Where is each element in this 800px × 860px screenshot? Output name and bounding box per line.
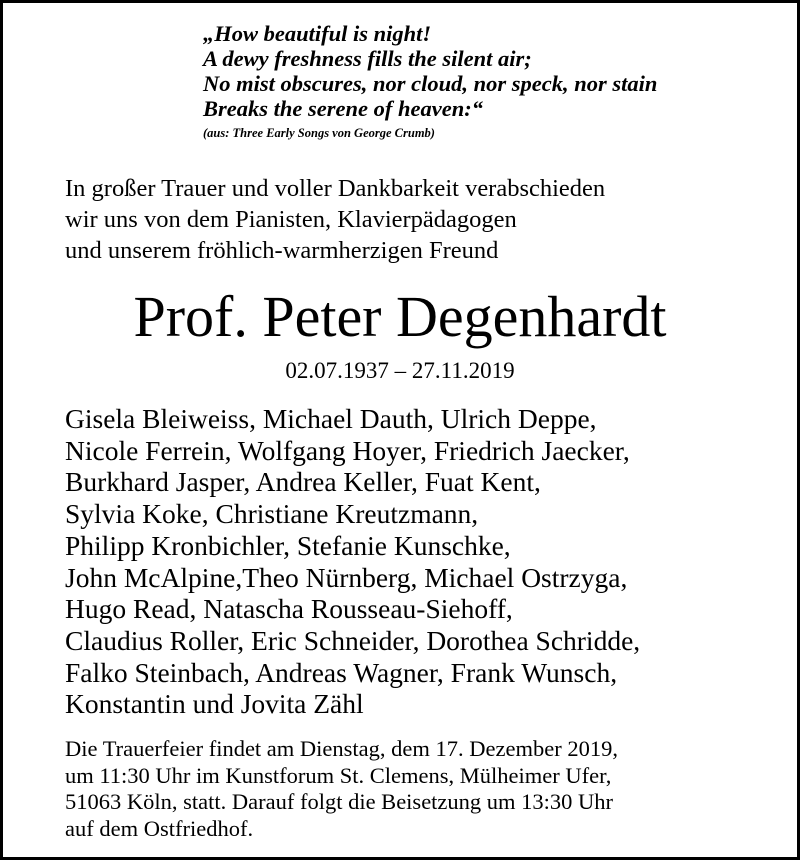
mourners-list bbox=[65, 403, 790, 720]
service-line: um 11:30 Uhr im Kunstforum St. Clemens, Mülheimer Ufer, bbox=[65, 762, 612, 788]
life-dates: 02.07.1937 – 27.11.2019 bbox=[285, 358, 515, 383]
service-line: Die Trauerfeier findet am Dienstag, dem 17. Dezember 2019, bbox=[65, 736, 618, 761]
epigraph-quote bbox=[203, 21, 783, 143]
mourner-line: Claudius Roller, Eric Schneider, Dorothea Schridde, bbox=[65, 624, 641, 656]
intro-line: und unserem fröhlich-warmherzigen Freund bbox=[65, 237, 499, 264]
intro-line: wir uns von dem Pianisten, Klavierpädagogen bbox=[65, 206, 517, 233]
funeral-service-info bbox=[65, 736, 790, 842]
service-line: auf dem Ostfriedhof. bbox=[65, 815, 254, 841]
mourner-line: John McAlpine,Theo Nürnberg, Michael Ostrzyga, bbox=[65, 561, 628, 593]
quote-source: (aus: Three Early Songs von George Crumb) bbox=[203, 126, 435, 140]
mourner-line: Falko Steinbach, Andreas Wagner, Frank Wunsch, bbox=[65, 656, 618, 688]
deceased-name: Prof. Peter Degenhardt bbox=[133, 284, 667, 349]
mourner-line: Gisela Bleiweiss, Michael Dauth, Ulrich Deppe, bbox=[65, 403, 597, 434]
mourner-line: Hugo Read, Natascha Rousseau-Siehoff, bbox=[65, 593, 513, 625]
quote-line: A dewy freshness fills the silent air; bbox=[203, 46, 532, 71]
quote-line: „How beautiful is night! bbox=[203, 21, 432, 46]
quote-line: Breaks the serene of heaven:“ bbox=[203, 96, 483, 121]
quote-line: No mist obscures, nor cloud, nor speck, nor stain bbox=[203, 71, 658, 96]
intro-text bbox=[65, 173, 785, 266]
mourner-line: Nicole Ferrein, Wolfgang Hoyer, Friedrich Jaecker, bbox=[65, 434, 630, 466]
mourner-line: Burkhard Jasper, Andrea Keller, Fuat Kent, bbox=[65, 466, 541, 498]
mourner-line: Sylvia Koke, Christiane Kreutzmann, bbox=[65, 498, 479, 530]
intro-line: In großer Trauer und voller Dankbarkeit verabschieden bbox=[65, 175, 606, 202]
service-line: 51063 Köln, statt. Darauf folgt die Beisetzung um 13:30 Uhr bbox=[65, 789, 614, 814]
mourner-line: Konstantin und Jovita Zähl bbox=[65, 688, 364, 720]
mourner-line: Philipp Kronbichler, Stefanie Kunschke, bbox=[65, 529, 511, 561]
